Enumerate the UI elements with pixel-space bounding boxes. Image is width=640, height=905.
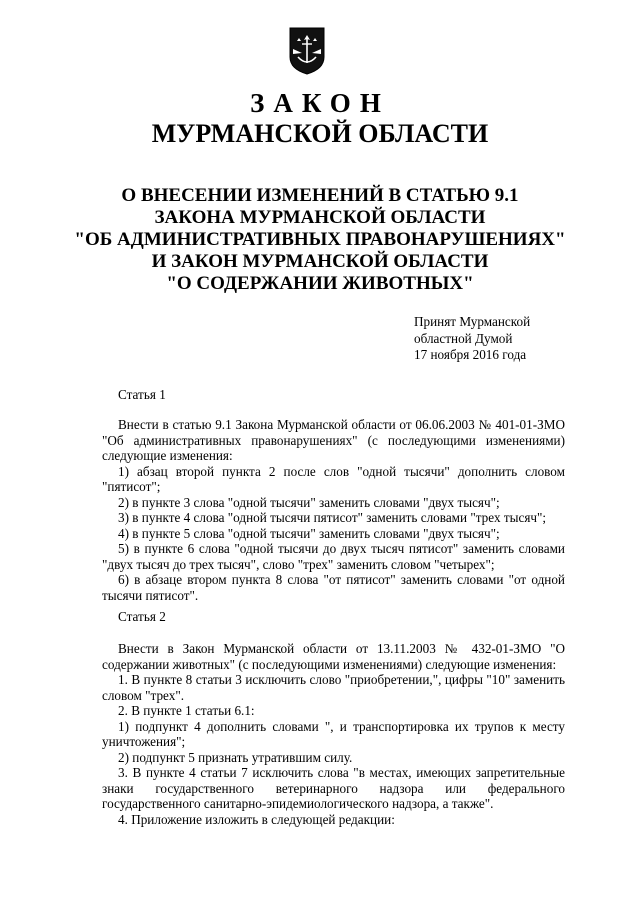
adoption-line: областной Думой bbox=[414, 330, 513, 346]
paragraph: 6) в абзаце втором пункта 8 слова "от пятисот" заменить словами "от одной тысячи пятисот". bbox=[102, 572, 565, 603]
paragraph: 3) в пункте 4 слова "одной тысячи пятисот" заменить словами "трех тысяч"; bbox=[118, 510, 547, 525]
paragraph: 3. В пункте 4 статьи 7 исключить слова "в местах, имеющих запретительные знаки государственного ветеринарного надзора или федерального государственного санитарно-эпидемиологического надзора, а также". bbox=[102, 765, 565, 811]
title-line: "О СОДЕРЖАНИИ ЖИВОТНЫХ" bbox=[166, 273, 474, 294]
article-2-heading: Статья 2 bbox=[118, 609, 166, 624]
title-line: И ЗАКОН МУРМАНСКОЙ ОБЛАСТИ bbox=[151, 251, 489, 272]
law-title bbox=[0, 185, 640, 295]
adoption-date: 17 ноября 2016 года bbox=[414, 347, 527, 362]
region-heading: МУРМАНСКОЙ ОБЛАСТИ bbox=[151, 119, 489, 148]
paragraph: 2) подпункт 5 признать утратившим силу. bbox=[118, 749, 353, 765]
paragraph: 1. В пункте 8 статьи 3 исключить слово "приобретении,", цифры "10" заменить словом "трех". bbox=[102, 672, 565, 703]
paragraph: 5) в пункте 6 слова "одной тысячи до двух тысяч пятисот" заменить словами "двух тысяч до трех тысяч", слово "трех" заменить словом "четырех"; bbox=[102, 541, 565, 572]
title-line: О ВНЕСЕНИИ ИЗМЕНЕНИЙ В СТАТЬЮ 9.1 bbox=[121, 185, 519, 206]
paragraph: 2) в пункте 3 слова "одной тысячи" заменить словами "двух тысяч"; bbox=[118, 494, 500, 510]
adoption-note bbox=[414, 314, 530, 364]
law-heading: ЗАКОН bbox=[250, 88, 390, 118]
title-line: ЗАКОНА МУРМАНСКОЙ ОБЛАСТИ bbox=[154, 207, 486, 228]
paragraph: Внести в Закон Мурманской области от 13.11.2003 № 432-01-ЗМО "О содержании животных" (с последующими изменениями) следующие изменения: bbox=[102, 641, 565, 672]
title-line: "ОБ АДМИНИСТРАТИВНЫХ ПРАВОНАРУШЕНИЯХ" bbox=[74, 229, 566, 250]
article-2-body bbox=[102, 641, 565, 827]
paragraph: Внести в статью 9.1 Закона Мурманской области от 06.06.2003 № 401-01-ЗМО "Об административных правонарушениях" (с последующими изменениями) следующие изменения: bbox=[102, 417, 565, 463]
paragraph: 4) в пункте 5 слова "одной тысячи" заменить словами "двух тысяч"; bbox=[118, 525, 500, 541]
coat-of-arms-icon bbox=[289, 27, 325, 75]
adoption-line: Принят Мурманской bbox=[414, 314, 531, 329]
paragraph: 1) абзац второй пункта 2 после слов "одной тысячи" дополнить словом "пятисот"; bbox=[102, 463, 565, 494]
paragraph: 2. В пункте 1 статьи 6.1: bbox=[118, 703, 255, 718]
paragraph: 1) подпункт 4 дополнить словами ", и транспортировка их трупов к месту уничтожения"; bbox=[102, 718, 565, 749]
article-1-heading: Статья 1 bbox=[118, 387, 166, 402]
article-1-body bbox=[102, 417, 565, 603]
paragraph: 4. Приложение изложить в следующей редакции: bbox=[118, 811, 395, 827]
